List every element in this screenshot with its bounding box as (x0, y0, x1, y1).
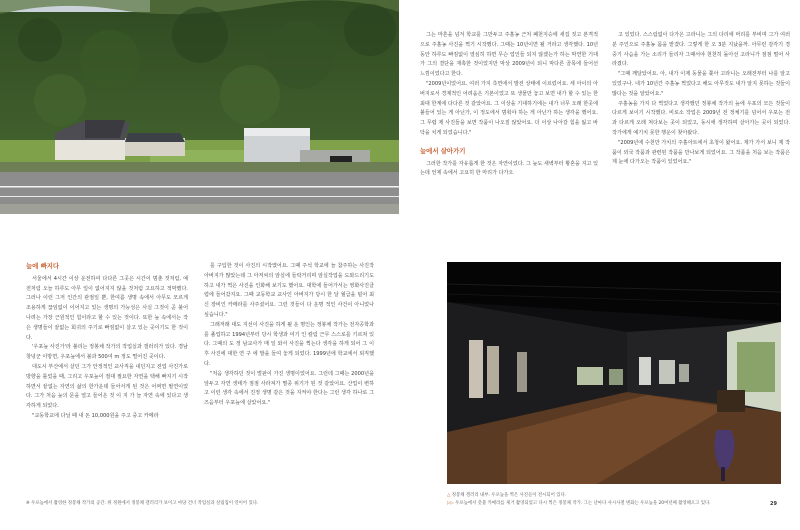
caption-marker: ▷▷ (447, 501, 454, 506)
paragraph: "교동학교에 다닐 때 내 돈 10,000원을 주고 중고 카메라 (32, 412, 159, 419)
left-column-2 (204, 262, 374, 490)
paragraph: 그래저래 대도 지선이 사진을 하게 될 운 명인는 정봉채 작가는 전자공학과를 졸업하고 1994년부터 당시 학생과 여기 인 칼럼 근무 스스로를 기르쳐 있다. 그때의 도 정 남교사가 매 일 와서 사진을 찍는다 생각을 하게 되어 그 이후 사진에 대한 연 구 에 발을 들여 놓게 되었다. 1999년에 학교에서 퇴직했다. (204, 321, 374, 367)
paragraph: 그러한 작가를 자유롭게 한 것은 자연이었다. 그 늪도 새벽부터 황혼을 지고 있는데 언제 속에서 고요히 한 마리가 다가오 (420, 160, 598, 177)
paragraph: "그때 깨달았어요. 아, 내가 이제 동물을 쫓아 고라니는 오래전부터 나를 알고 있었구나. 내가 10년간 주흘농 찍었다고 해도 아무것도 내가 알지 못하는 것들이 많다는 것을 알았어요." (612, 71, 790, 97)
paragraph: "2009년이었어요. 여러 가지 측면에서 발전 상태에 이르렀어요. 세 아이의 아버지로서 경제적인 어려움은 기본이었고 또 생물만 놓고 보면 내가 할 수 있는 한 최대 한계에 다다른 것 같았어요. 그 이상을 기대하기에는 내가 너무 오래 한곳에 붙들어 있는 게 아닌가, 이 정도에서 멈춰야 하는 게 아닌가 하는 생각을 했어요. 그 무렵 제 사진들을 보면 작품이 나오질 않았어요. 더 이상 나아갈 힘을 잃고 바닥을 치게 되었습니다." (420, 80, 598, 136)
gallery-interior-photo (447, 262, 781, 484)
paragraph: 대도시 부산에서 살던 그가 안정적인 교사직을 내던지고 전업 사진가로 방향을 틀었을 때, 그리고 우포늪이 절대 필요한 자연을 택해 빠지기 시작하면서 끝없는 자연의 삶의 한가운데 들어서게 된 것은 어쩌면 필연이었다. 그가 처음 늪의 문을 열고 들어온 것 이 지 가 늘 자연 속에 있다고 생각하게 되었다. (26, 363, 188, 410)
paragraph: 고 있었다. 스스럼없이 다가온 고라니는 그의 다리에 머리를 부비며 그가 여러 분 주인으로 주흘농 몸을 맡겼다. 그렇게 한 오 3분 지났을까. 아무런 감각기 경중기 사슴을 가는 소리가 들리자 그때서야 천천히 돌아선 고라니가 점점 멀어 사라졌다. (612, 32, 790, 68)
paragraph: 를 구입한 것이 사진의 시작였어요. 그때 주석 학교에 늘 참주하는 사진작 아버지가 많았는데 그 아저씨의 암실에 들락거리며 암실작업을 도와드리기도 하고 내가 찍은 사진을 인화해 보기도 했어요. 대학에 들어가서는 영화사진클럽에 들어갔지요. 그때 교동학교 교사인 아버지가 당시 한 달 월급을 털어 최신 장비인 카메라를 사주셨어요. 그런 것들이 다 운명 적인 사건이 아니었나 싶습니다." (204, 263, 374, 318)
paragraph: 주흘농을 가지 다 찍었다고 생각했던 정봉채 작가의 늪에 우포의 모든 것들이 다르게 보이기 시작했다. 비로소 작업은 2009년 전 정체기를 넘어서 우포는 전과 다르게 오래 쳐다보는 곳이 되었고, 동시에 생각하며 살아가는 곳이 되었다. 작가에게 예기치 못한 행운이 찾아왔다. (612, 100, 790, 136)
aerial-photo-illustration (0, 0, 399, 214)
page-number: 29 (770, 501, 777, 507)
caption-marker: △ (447, 493, 451, 498)
caption-right-2-text: 우포늪에서 촛불 카메라를 제거 촬영되었고 다시 찍은 정봉채 작가. 그는 날마다 사시사철 변화는 우포늪을 20여년째 촬영해오고 있다. (455, 501, 711, 506)
right-top-column-2 (612, 31, 790, 221)
caption-left-text: ※ 우포늪에서 촬영한 정봉채 작가의 공간. 위 정원에서 정봉채 갤러리가 보이고 마당 건너 작업실과 살림집이 연이어 있다. (26, 501, 259, 506)
paragraph: "처음 생각하던 것이 벌판이 가진 생명이었어요. 그런데 그때는 2000년을 앞두고 자연 생태가 점점 사라져가 멸종 위기가 된 것 같았어요. 산업이 변하고 이런 생각 속에서 진정 생명 같은 것을 지켜야 한다는 그런 생각 하나로 그 즈음부터 우포늪에 살았어요." (204, 370, 374, 407)
paragraph: 그는 마흔을 넘겨 학교를 그만두고 주흘농 근처 폐천지승에 새집 짓고 본격적으로 주흘농 사진을 찍기 시작했다. 그때는 10년이면 될 거라고 생각했다. 10년 동안 하루도 빠짐없이 열심히 하면 무슨 업인들 되지 않겠는가 하는 막연한 기대가 그의 결단을 재촉한 것이었지만 막상 2009년이 되니 막다른 골목에 들어선 느낌이었다고 한다. (420, 32, 598, 78)
caption-right-1 (447, 492, 787, 499)
paragraph: "2009년에 수천만 가치의 주흘아트에서 초청이 왔어요. 제가 가서 보니 제 작품이 외국 작품과 관련된 작품을 만나보게 되었어요. 그 작품을 처음 보는 작품은 제 눈에 다가오는 작품이 있었어요." (612, 139, 790, 166)
section-heading-fall-into-marsh: 늪에 빠지다 (26, 262, 60, 270)
caption-right-2 (447, 500, 767, 507)
paragraph: '우포늪 사진가'라 불리는 정봉채 작가의 작업실과 갤러리가 있다. 경남 창녕군 이방면, 우포늪에서 불과 500여 m 정도 떨어진 곳이다. (26, 344, 188, 361)
caption-right-1-text: 정봉채 갤러리 내부. 우포늪을 찍은 사진들이 전시되어 있다. (451, 493, 567, 498)
aerial-photo-gallery-house (0, 0, 399, 214)
left-column-1 (26, 262, 188, 490)
right-top-column-1 (420, 31, 598, 221)
caption-left (26, 500, 396, 507)
section-heading-live-in-marsh: 늪에서 살아가기 (420, 146, 466, 155)
gallery-interior-illustration (447, 262, 781, 484)
paragraph: 서울에서 4시간 이상 운전하여 다다른 그곳은 시간이 멈춘 것처럼, 예전처럼 오늘 하루도 아무 일이 없어지지 않을 것처럼 고요하고 적막했다. 그러나 이런 그저 인간의 관점일 뿐, 한여름 생명 속에서 아무도 모르게 조용하게 끊임없이 이어지고 있는 생명의 가능성은 사실 그것이 곧 불어나려는 가장 근원적인 힘이라고 할 수 있는 것이다. 또한 늪 속에서는 작은 생명들이 끝없는 회귀의 주기로 빠짐없이 살고 있는 곳이기도 한 것이다. (26, 275, 188, 341)
